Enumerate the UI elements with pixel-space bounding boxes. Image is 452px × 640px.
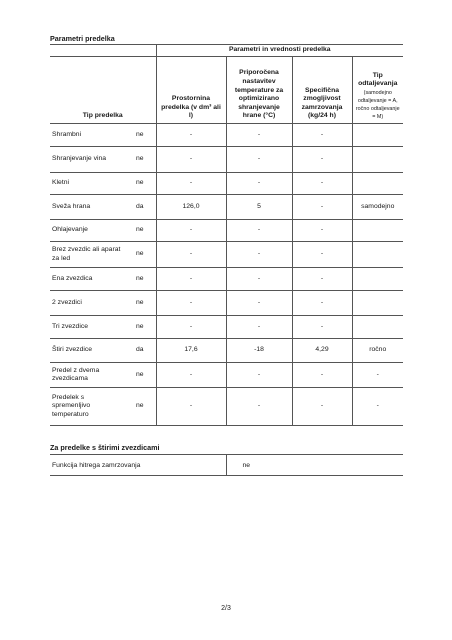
table-row	[50, 173, 403, 195]
cell-defrost	[352, 173, 403, 195]
cell-present: ne	[124, 147, 156, 173]
cell-type: Ena zvezdica	[50, 268, 124, 291]
cell-freezing: -	[292, 316, 352, 339]
header-group-row	[50, 45, 403, 57]
cell-present: ne	[124, 316, 156, 339]
table-row	[50, 268, 403, 291]
cell-present: ne	[124, 173, 156, 195]
cell-type: Predelek s spremenljivo temperaturo	[50, 388, 124, 426]
cell-volume: -	[156, 363, 226, 388]
table-row	[50, 388, 403, 426]
cell-volume: -	[156, 124, 226, 147]
four-star-title: Za predelke s štirimi zvezdicami	[50, 443, 160, 452]
cell-defrost	[352, 220, 403, 242]
header-temperature: Priporočena nastavitev temperature za optimizirano shranjevanje hrane (°C)	[226, 57, 292, 124]
cell-freezing: -	[292, 220, 352, 242]
cell-type: Ohlajevanje	[50, 220, 124, 242]
fast-freeze-label: Funkcija hitrega zamrzovanja	[50, 455, 226, 476]
header-group: Parametri in vrednosti predelka	[156, 45, 403, 57]
cell-volume: -	[156, 147, 226, 173]
cell-present: ne	[124, 363, 156, 388]
cell-volume: 126,0	[156, 195, 226, 220]
cell-temperature: -	[226, 242, 292, 268]
page-number: 2/3	[221, 605, 231, 612]
cell-present: ne	[124, 242, 156, 268]
table-row	[50, 124, 403, 147]
fast-freeze-row	[50, 455, 403, 476]
cell-temperature: -	[226, 291, 292, 316]
cell-volume: -	[156, 291, 226, 316]
cell-volume: -	[156, 388, 226, 426]
table-row	[50, 363, 403, 388]
header-type: Tip predelka	[50, 57, 156, 124]
table-row	[50, 316, 403, 339]
cell-freezing: -	[292, 147, 352, 173]
cell-present: da	[124, 339, 156, 363]
cell-type: Shrambni	[50, 124, 124, 147]
cell-type: Kletni	[50, 173, 124, 195]
cell-temperature: -	[226, 388, 292, 426]
cell-defrost	[352, 147, 403, 173]
cell-defrost	[352, 242, 403, 268]
cell-type: Brez zvezdic ali aparat za led	[50, 242, 124, 268]
cell-freezing: -	[292, 173, 352, 195]
cell-temperature: 5	[226, 195, 292, 220]
table-row	[50, 147, 403, 173]
table-row	[50, 291, 403, 316]
cell-volume: -	[156, 242, 226, 268]
cell-type: Shranjevanje vina	[50, 147, 124, 173]
cell-freezing: -	[292, 124, 352, 147]
cell-type: Tri zvezdice	[50, 316, 124, 339]
table-row	[50, 195, 403, 220]
cell-volume: -	[156, 316, 226, 339]
cell-temperature: -	[226, 363, 292, 388]
fast-freeze-table	[50, 454, 403, 476]
cell-volume: -	[156, 268, 226, 291]
cell-type: Štiri zvezdice	[50, 339, 124, 363]
header-row	[50, 57, 403, 124]
cell-freezing: -	[292, 242, 352, 268]
header-volume: Prostornina predelka (v dm³ ali l)	[156, 57, 226, 124]
cell-temperature: -	[226, 124, 292, 147]
cell-temperature: -	[226, 147, 292, 173]
header-freezing: Specifična zmogljivost zamrzovanja (kg/24 h)	[292, 57, 352, 124]
cell-present: ne	[124, 388, 156, 426]
table-body	[50, 124, 403, 426]
cell-freezing: -	[292, 195, 352, 220]
cell-freezing: -	[292, 388, 352, 426]
cell-defrost	[352, 124, 403, 147]
cell-freezing: -	[292, 291, 352, 316]
cell-defrost: -	[352, 388, 403, 426]
cell-present: ne	[124, 268, 156, 291]
cell-temperature: -18	[226, 339, 292, 363]
cell-present: ne	[124, 220, 156, 242]
header-defrost-title: Tip odtaljevanja	[358, 71, 398, 88]
cell-type: Predel z dvema zvezdicama	[50, 363, 124, 388]
cell-type: Sveža hrana	[50, 195, 124, 220]
cell-defrost	[352, 316, 403, 339]
cell-volume: -	[156, 173, 226, 195]
cell-temperature: -	[226, 268, 292, 291]
cell-temperature: -	[226, 173, 292, 195]
cell-defrost: samodejno	[352, 195, 403, 220]
cell-volume: -	[156, 220, 226, 242]
cell-defrost: ročno	[352, 339, 403, 363]
header-defrost-note: (samodejno odtaljevanje = A, ročno odtaljevanje = M)	[355, 90, 400, 120]
cell-temperature: -	[226, 220, 292, 242]
cell-defrost: -	[352, 363, 403, 388]
cell-volume: 17,6	[156, 339, 226, 363]
cell-present: ne	[124, 291, 156, 316]
header-defrost	[352, 57, 403, 124]
fast-freeze-value: ne	[226, 455, 403, 476]
cell-present: ne	[124, 124, 156, 147]
section-title: Parametri predelka	[50, 34, 115, 43]
cell-freezing: -	[292, 268, 352, 291]
compartment-parameters-table	[50, 44, 403, 426]
cell-temperature: -	[226, 316, 292, 339]
cell-freezing: 4,29	[292, 339, 352, 363]
cell-defrost	[352, 268, 403, 291]
cell-type: 2 zvezdici	[50, 291, 124, 316]
table-row	[50, 220, 403, 242]
cell-present: da	[124, 195, 156, 220]
cell-freezing: -	[292, 363, 352, 388]
table-row	[50, 242, 403, 268]
cell-defrost	[352, 291, 403, 316]
table-row	[50, 339, 403, 363]
